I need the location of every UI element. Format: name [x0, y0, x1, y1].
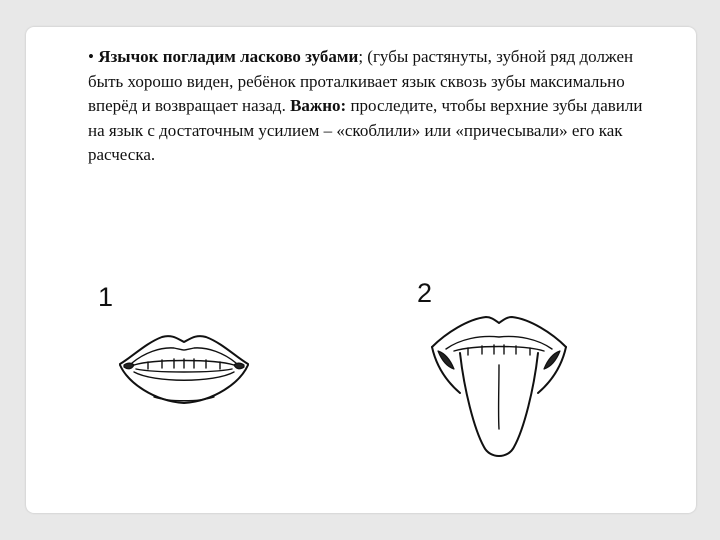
- note-text: проследите, чтобы верхние зубы давили на язык с достаточным усилием – «скоблили» или «причесывали» его как расческа.: [88, 96, 643, 164]
- exercise-description: [88, 45, 648, 168]
- figure-label-1: 1: [98, 282, 114, 312]
- bullet: •: [88, 47, 94, 66]
- figure-label-2: 2: [417, 278, 433, 308]
- exercise-intro: ; (губы растянуты, зубной ряд должен быть хорошо виден, ребёнок проталкивает язык сквозь зубы максимально вперёд и возвращает назад.: [88, 47, 634, 115]
- slide: [26, 27, 696, 513]
- note-label: Важно:: [290, 96, 347, 115]
- exercise-title: Язычок погладим ласково зубами: [98, 47, 359, 66]
- tongue-out-illustration: [424, 309, 574, 469]
- lips-teeth-illustration: [114, 317, 254, 427]
